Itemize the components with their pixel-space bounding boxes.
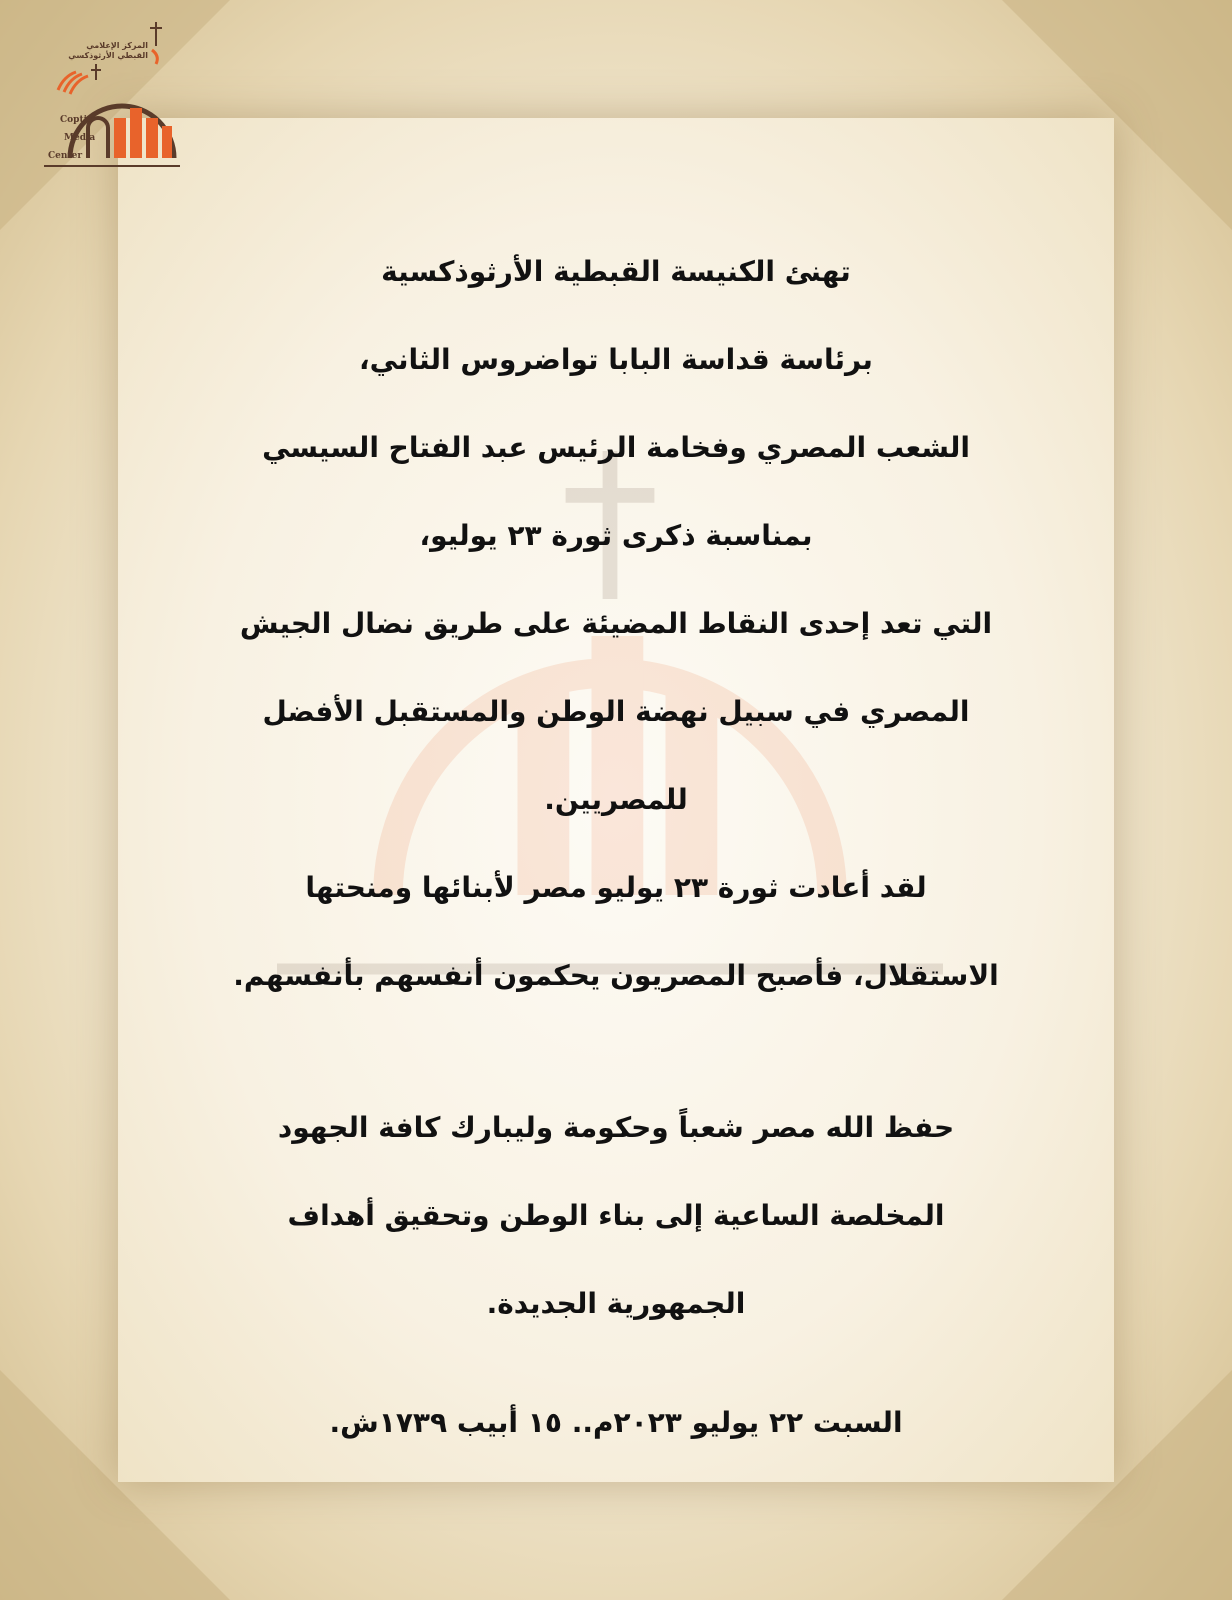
message-line: برئاسة قداسة البابا تواضروس الثاني، [359,343,873,376]
congratulation-message [180,228,1052,1348]
closing-line: حفظ الله مصر شعباً وحكومة وليبارك كافة الجهود [277,1111,955,1144]
logo-english-line1: Coptic [60,115,93,125]
message-line: تهنئ الكنيسة القبطية الأرثوذكسية [381,255,851,288]
logo-arabic-line2: القبطي الأرثوذكسي [68,51,148,60]
logo-arabic-line1: المركز الإعلامي [86,41,148,50]
message-line: التي تعد إحدى النقاط المضيئة على طريق نضال الجيش [239,607,993,640]
date-line: السبت ٢٢ يوليو ٢٠٢٣م.. ١٥ أبيب ١٧٣٩ش. [329,1406,903,1439]
closing-line: الجمهورية الجديدة. [486,1287,746,1320]
message-line: لقد أعادت ثورة ٢٣ يوليو مصر لأبنائها ومنحتها [305,871,927,904]
message-line: بمناسبة ذكرى ثورة ٢٣ يوليو، [419,519,813,552]
message-line: للمصريين. [544,783,688,816]
logo-english-line3: Center [48,151,83,161]
coptic-media-center-logo [30,18,190,178]
logo-english-line2: Media [64,133,96,143]
message-line: الشعب المصري وفخامة الرئيس عبد الفتاح السيسي [262,431,970,464]
closing-line: المخلصة الساعية إلى بناء الوطن وتحقيق أهداف [287,1199,945,1232]
message-line: الاستقلال، فأصبح المصريون يحكمون أنفسهم بأنفسهم. [233,959,999,992]
message-line: المصري في سبيل نهضة الوطن والمستقبل الأفضل [262,695,970,728]
paragraph-gap [180,1020,1052,1084]
